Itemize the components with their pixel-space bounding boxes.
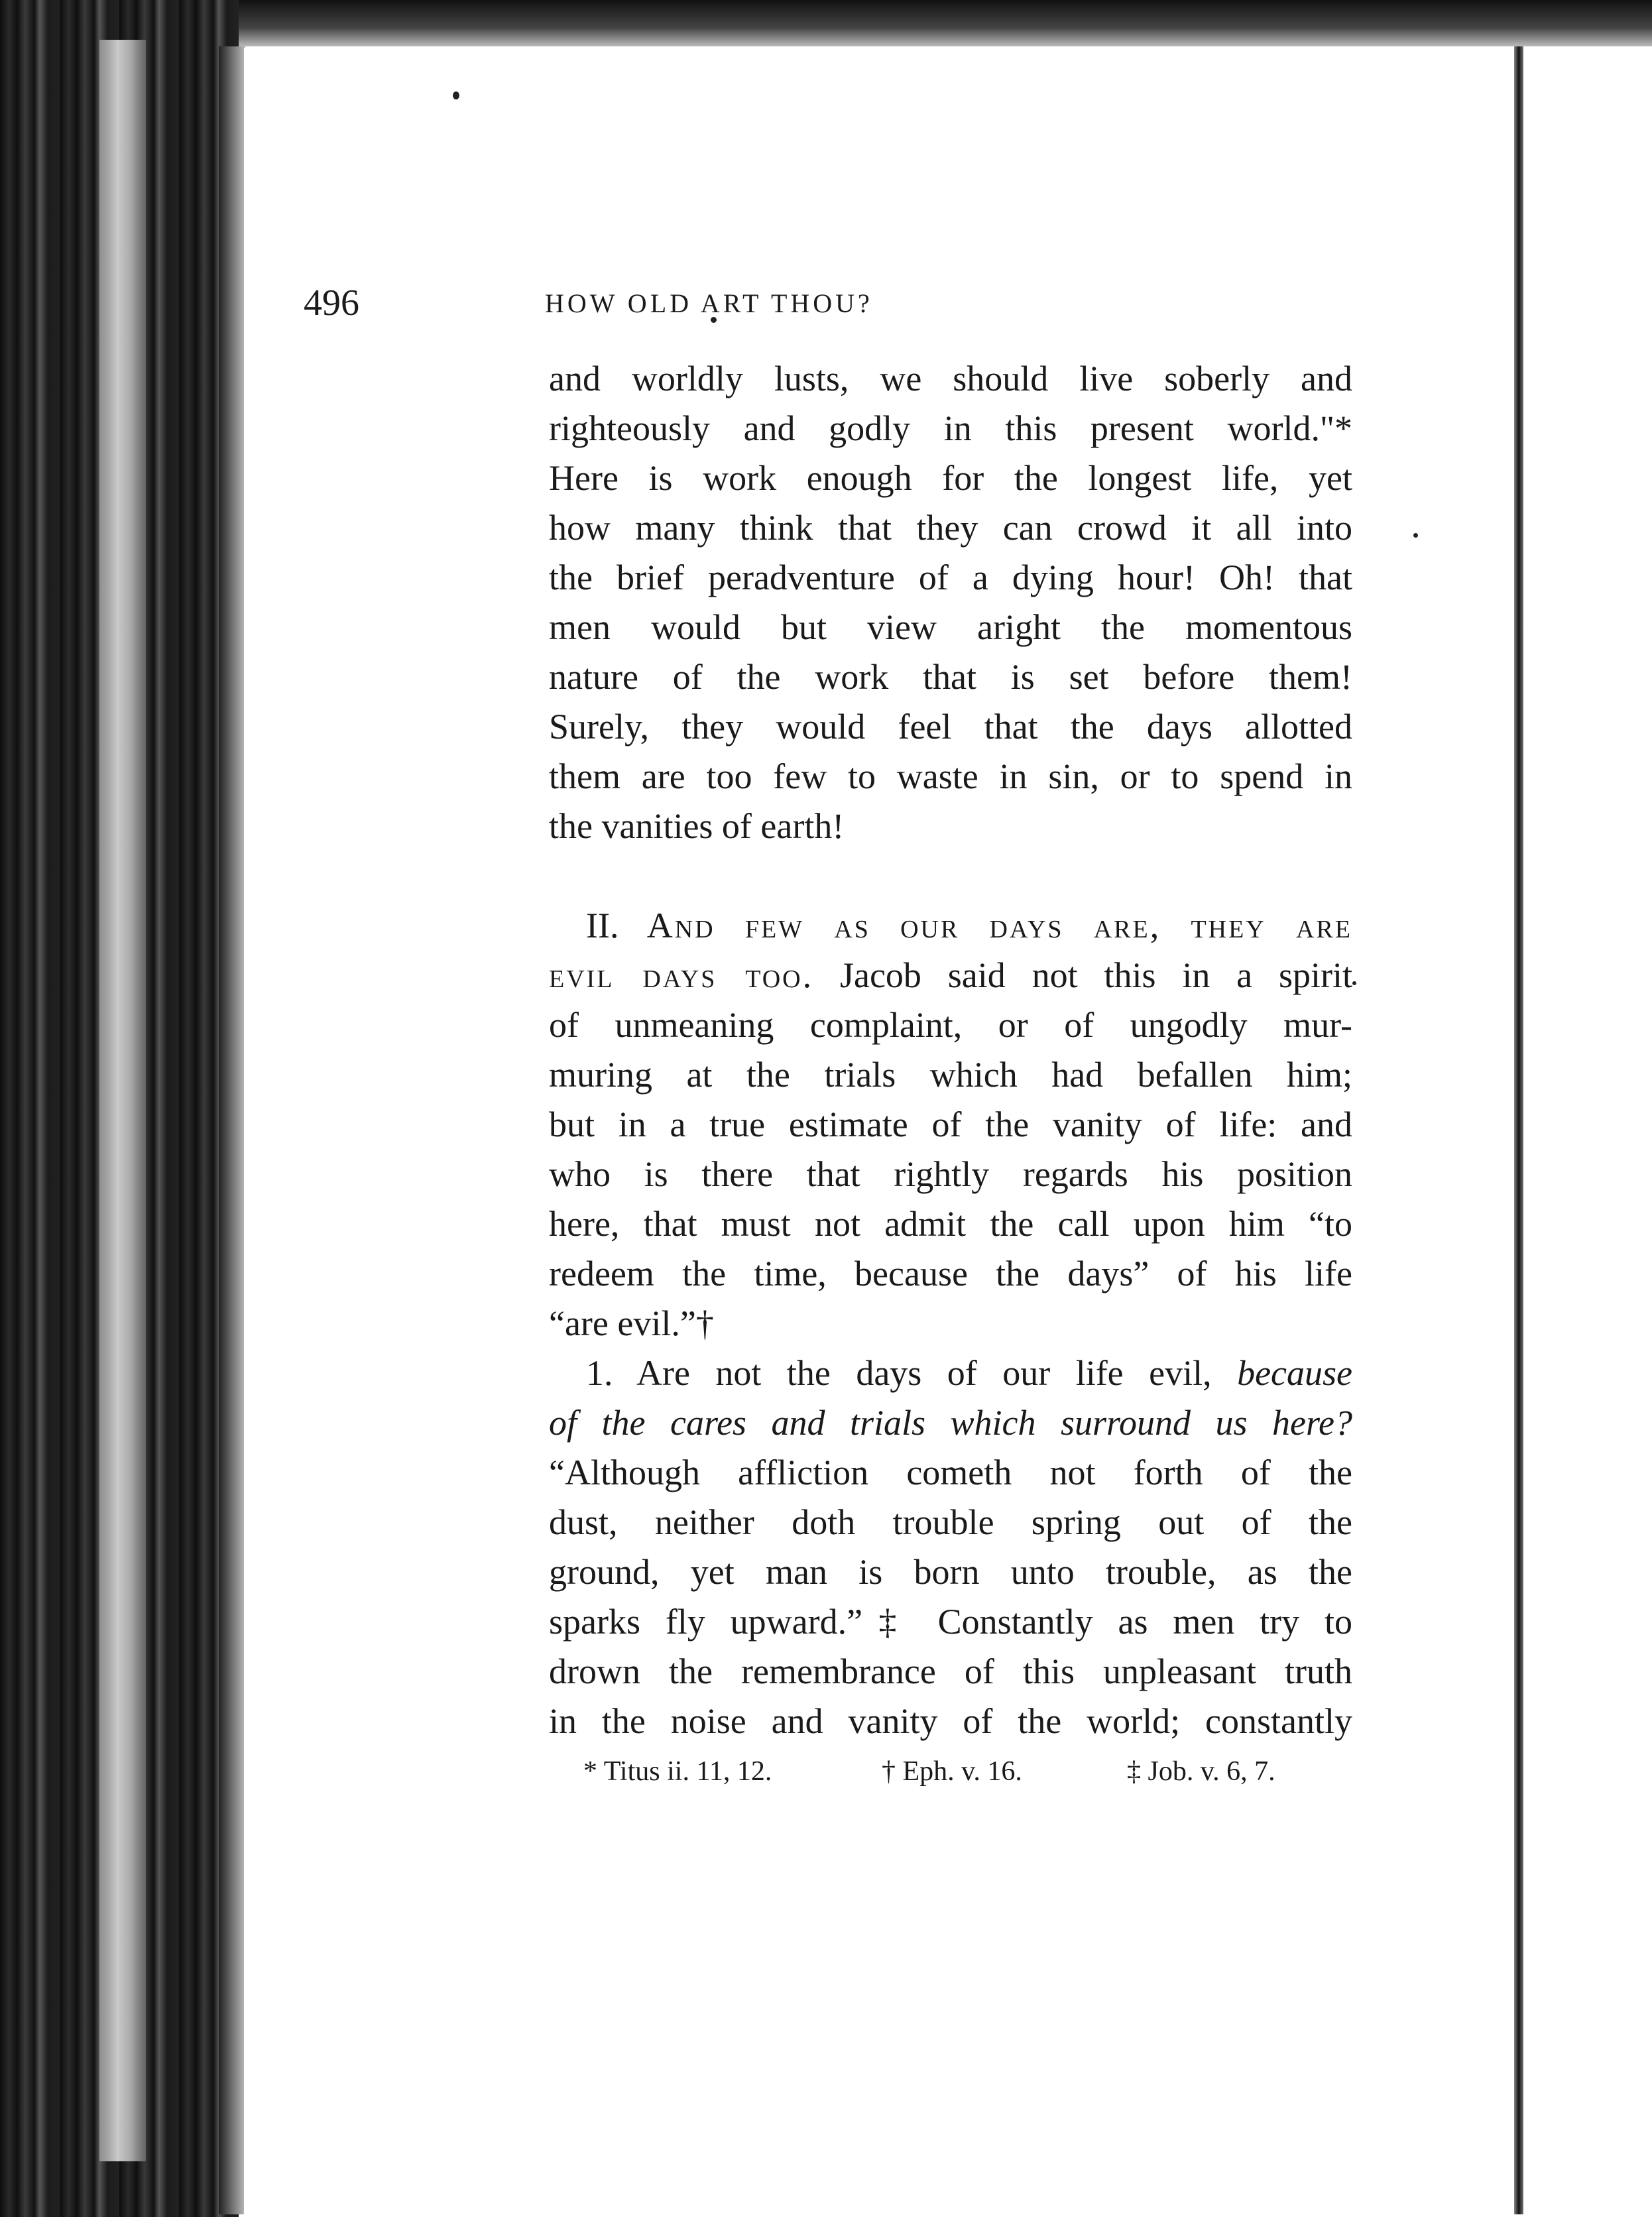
text-line: dust, neither doth trouble spring out of the: [549, 1502, 1352, 1542]
section-heading-line: [549, 901, 1352, 951]
text-line: Here is work enough for the longest life, yet: [549, 458, 1352, 498]
gutter-shadow: [219, 46, 245, 2214]
point-1-first-line: [549, 1348, 1352, 1398]
text-line: Surely, they would feel that the days allotted: [549, 707, 1352, 747]
running-head: HOW OLD ART THOU?: [545, 288, 873, 318]
text-line: of unmeaning complaint, or of ungodly mur-: [549, 1005, 1352, 1045]
text-line: in the noise and vanity of the world; constantly: [549, 1701, 1352, 1741]
page-header: [304, 280, 1364, 326]
text-line: men would but view aright the momentous: [549, 607, 1352, 647]
right-page-gutter: [1514, 46, 1523, 2214]
ink-speck: [1352, 981, 1356, 985]
point-1-emphasis: because: [1237, 1353, 1352, 1393]
text-line: how many think that they can crowd it all into: [549, 508, 1352, 548]
text-line: drown the remembrance of this unpleasant truth: [549, 1651, 1352, 1691]
section-text: Jacob said not this in a spirit: [813, 955, 1352, 995]
paragraph-gap: [549, 851, 1352, 901]
footnote-double-dagger: ‡ Job. v. 6, 7.: [1127, 1756, 1275, 1787]
text-line: “are evil.”†: [549, 1303, 714, 1343]
text-line: who is there that rightly regards his position: [549, 1154, 1352, 1194]
text-line: but in a true estimate of the vanity of life: and: [549, 1105, 1352, 1144]
text-line: muring at the trials which had befallen him;: [549, 1055, 1352, 1095]
section-heading: And few as our days are, they are: [646, 906, 1352, 945]
text-line: here, that must not admit the call upon him “to: [549, 1204, 1352, 1244]
scan-top-edge: [0, 0, 1652, 46]
text-line: them are too few to waste in sin, or to spend in: [549, 756, 1352, 796]
footnote-dagger: † Eph. v. 16.: [882, 1756, 1022, 1787]
ink-speck: [453, 91, 459, 99]
point-1-emphasis-line: of the cares and trials which surround us here?: [549, 1403, 1352, 1443]
text-line: the brief peradventure of a dying hour! Oh! that: [549, 558, 1352, 597]
section-numeral: II.: [586, 906, 619, 945]
page-number: 496: [304, 282, 359, 324]
text-line: “Although affliction cometh not forth of the: [549, 1453, 1352, 1492]
ink-speck: [1413, 533, 1418, 538]
text-line: nature of the work that is set before them!: [549, 657, 1352, 697]
text-line: sparks fly upward.”‡ Constantly as men try to: [549, 1602, 1352, 1642]
text-line: and worldly lusts, we should live soberly and: [549, 359, 1352, 398]
section-heading-continued: evil days too.: [549, 955, 814, 995]
section-heading-line-2: [549, 951, 1352, 1000]
text-line: the vanities of earth!: [549, 806, 845, 846]
body-text: [549, 354, 1352, 1746]
footnotes: [577, 1752, 1332, 1791]
text-line: righteously and godly in this present world."*: [549, 408, 1352, 448]
page-stack-edge: [99, 40, 146, 2161]
point-1-text: 1. Are not the days of our life evil,: [586, 1353, 1238, 1393]
footnote-star: * Titus ii. 11, 12.: [583, 1756, 772, 1787]
text-line: ground, yet man is born unto trouble, as the: [549, 1552, 1352, 1592]
text-line: redeem the time, because the days” of his life: [549, 1254, 1352, 1293]
